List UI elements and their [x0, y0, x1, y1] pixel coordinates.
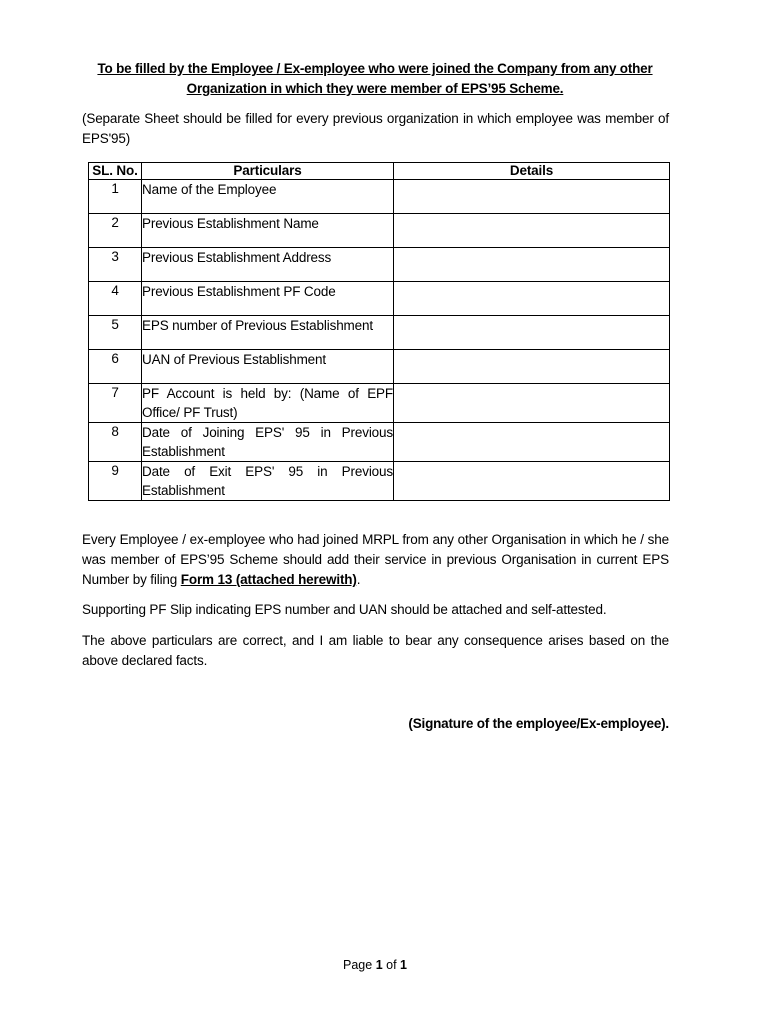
- signature-label: (Signature of the employee/Ex-employee).: [408, 716, 669, 731]
- row-particular: PF Account is held by: (Name of EPF Office/ PF Trust): [142, 384, 394, 423]
- table-row: [89, 423, 670, 462]
- table-row: [89, 350, 670, 384]
- declaration-paragraph: The above particulars are correct, and I am liable to bear any consequence arises based on the above declared facts.: [82, 633, 669, 668]
- row-detail-field[interactable]: [394, 282, 670, 316]
- column-header-details: Details: [394, 163, 670, 180]
- row-detail-field[interactable]: [394, 180, 670, 214]
- row-detail-field[interactable]: [394, 214, 670, 248]
- row-detail-field[interactable]: [394, 462, 670, 501]
- page-of: of: [382, 958, 401, 972]
- row-sl-number: 2: [89, 214, 142, 248]
- row-sl-number: 7: [89, 384, 142, 423]
- table-row: [89, 214, 670, 248]
- page-title: [82, 59, 668, 99]
- row-sl-number: 1: [89, 180, 142, 214]
- row-detail-field[interactable]: [394, 423, 670, 462]
- row-detail-field[interactable]: [394, 248, 670, 282]
- table-row: [89, 248, 670, 282]
- row-detail-field[interactable]: [394, 350, 670, 384]
- row-particular: Previous Establishment PF Code: [142, 282, 394, 316]
- table-header-row: [89, 163, 670, 180]
- row-sl-number: 9: [89, 462, 142, 501]
- page-current: 1: [375, 958, 383, 972]
- form13-instruction-end: .: [356, 572, 361, 587]
- page-label: Page: [343, 958, 376, 972]
- row-sl-number: 5: [89, 316, 142, 350]
- row-sl-number: 8: [89, 423, 142, 462]
- form13-instruction-paragraph: [82, 530, 669, 590]
- table-row: [89, 462, 670, 501]
- separate-sheet-note: (Separate Sheet should be filled for every previous organization in which employee was member of EPS'95): [82, 111, 669, 146]
- previous-establishment-table: [88, 162, 670, 501]
- column-header-particulars: Particulars: [142, 163, 394, 180]
- page-total: 1: [400, 958, 407, 972]
- row-sl-number: 6: [89, 350, 142, 384]
- row-particular: Previous Establishment Name: [142, 214, 394, 248]
- supporting-slip-paragraph: Supporting PF Slip indicating EPS number and UAN should be attached and self-attested.: [82, 602, 607, 617]
- row-particular: Date of Exit EPS' 95 in Previous Establishment: [142, 462, 394, 501]
- page-title-line1: To be filled by the Employee / Ex-employee who were joined the Company from any other: [97, 61, 653, 76]
- table-row: [89, 282, 670, 316]
- column-header-sl-no: SL. No.: [89, 163, 142, 180]
- row-detail-field[interactable]: [394, 316, 670, 350]
- row-particular: Previous Establishment Address: [142, 248, 394, 282]
- row-particular: Name of the Employee: [142, 180, 394, 214]
- row-particular: Date of Joining EPS' 95 in Previous Establishment: [142, 423, 394, 462]
- row-detail-field[interactable]: [394, 384, 670, 423]
- form13-reference: Form 13 (attached herewith): [180, 572, 357, 587]
- row-sl-number: 4: [89, 282, 142, 316]
- table-row: [89, 180, 670, 214]
- page-footer: [0, 956, 750, 974]
- row-particular: UAN of Previous Establishment: [142, 350, 394, 384]
- page-title-line2: Organization in which they were member of EPS’95 Scheme.: [186, 81, 564, 96]
- form13-instruction-text: Every Employee / ex-employee who had joined MRPL from any other Organisation in which he / she was member of EPS’95 Scheme should add their service in previous Organisation in current EPS Number by filing: [82, 532, 669, 587]
- row-particular: EPS number of Previous Establishment: [142, 316, 394, 350]
- table-row: [89, 384, 670, 423]
- row-sl-number: 3: [89, 248, 142, 282]
- table-row: [89, 316, 670, 350]
